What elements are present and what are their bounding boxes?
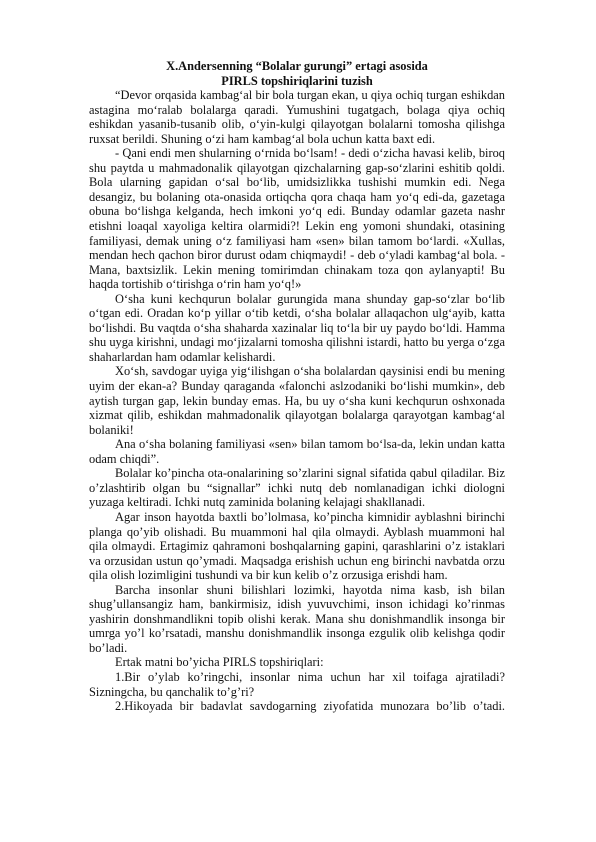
- paragraph-8: Barcha insonlar shuni bilishlari lozimki, hayotda nima kasb, ish bilan shug’ullansangiz ham, bankirmisiz, idish yuvuvchimi, inson ichidagi ko’rinmas yashirin donshmandlikni topib olishi kerak. Mana shu donishmandlik insonga bir umrga yo’l ko’rsatadi, manshu donishmandlik insonga ezgulik olib kelishga qodir bo’ladi.: [89, 582, 505, 655]
- paragraph-4: Xo‘sh, savdogar uyiga yig‘ilishgan o‘sha bolalardan qaysinisi endi bu mening uyim der ekan-a? Bunday qaraganda «falonchi aslzodaniki bo‘lishi mumkin», deb aytish turgan gap, lekin bunday emas. Ha, bu uy o‘sha kuni kechqurun oshxonada xizmat qilib, eshikdan mahmadonalik qilayotgan bolalarga qarayotgan kambag‘al bolaniki!: [89, 364, 505, 437]
- document-body: [89, 59, 505, 714]
- document-title: X.Andersenning “Bolalar gurungi” ertagi asosida: [166, 59, 428, 73]
- paragraph-5: Ana o‘sha bolaning familiyasi «sen» bilan tamom bo‘lsa-da, lekin undan katta odam chiqdi”.: [89, 437, 505, 466]
- paragraph-6: Bolalar ko’pincha ota-onalarining so’zlarini signal sifatida qabul qiladilar. Biz o’zlashtirib olgan bu “signallar” ichki nutq deb nomlanadigan ichki diologni yuzaga keltiradi. Ichki nutq zaminida bolaning kelajagi shakllanadi.: [89, 466, 505, 510]
- tasks-heading: Ertak matni bo’yicha PIRLS topshiriqlari:: [115, 655, 324, 670]
- task-1: 1.Bir o’ylab ko’ringchi, insonlar nima uchun har xil toifaga ajratiladi? Sizningcha, bu qanchalik to’g’ri?: [89, 669, 505, 699]
- paragraph-1: “Devor orqasida kambag‘al bir bola turgan ekan, u qiya ochiq turgan eshikdan astagina mo‘ralab bolalarga qaradi. Yumushini tugatgach, bolaga qiya ochiq eshikdan yasanib-tusanib olib, o‘yin-kulgi qilayotgan bolalarni tomosha qilishga ruxsat berildi. Shuning o‘zi ham kambag‘al bola uchun katta baxt edi.: [89, 88, 505, 146]
- document-subtitle: PIRLS topshiriqlarini tuzish: [221, 73, 373, 88]
- paragraph-7: Agar inson hayotda baxtli bo’lolmasa, ko’pincha kimnidir ayblashni birinchi planga qo’yib olishadi. Bu muammoni hal qila olmaydi. Ayblash muammoni hal qila olmaydi. Ertagimiz qahramoni boshqalarning gapini, qarashlarini o’z istaklari va orzusidan ustun qo’ymadi. Maqsadga erishish uchun eng birinchi navbatda orzu qila olish lozimligini tushundi va bir kun kelib o’z orzusiga erishdi ham.: [89, 509, 505, 583]
- paragraph-2: - Qani endi men shularning o‘rnida bo‘lsam! - dedi o‘zicha havasi kelib, biroq shu paytda u mahmadonalik qilayotgan qizchalarning gap-so‘zlarini eshitib qoldi. Bola ularning gapidan o‘sal bo‘lib, umidsizlikka tushishi mumkin edi. Nega desangiz, bu bolaning ota-onasida ortiqcha qora chaqa ham yo‘q edi-da, gazetaga obuna bo‘lishga kelganda, hech imkoni yo‘q edi. Bunday odamlar gazeta nashr etishni loaqal xayoliga keltira olarmidi?! Lekin eng yomoni shundaki, otasining familiyasi, demak uning o‘z familiyasi ham «sen» bilan tamom bo‘lardi. «Xullas, mendan hech qachon biror durust odam chiqmaydi! - deb o‘yladi kambag‘al bola. - Mana, baxtsizlik. Lekin mening tomirimdan chinakam toza qon aylanyapti! Bu haqda tortishib o‘tirishga o‘rin ham yo‘q!»: [89, 146, 505, 292]
- paragraph-3: O‘sha kuni kechqurun bolalar gurungida mana shunday gap-so‘zlar bo‘lib o‘tgan edi. Oradan ko‘p yillar o‘tib ketdi, o‘sha bolalar allaqachon ulg‘ayib, katta bo‘lishdi. Bu vaqtda o‘sha shaharda xazinalar liq to‘la bir uy paydo bo‘ldi. Hamma shu uyga kirishni, undagi mo‘jizalarni tomosha qilishni istardi, hatto bu yerga o‘zga shaharlardan ham odamlar kelishardi.: [89, 291, 505, 364]
- task-2: 2.Hikoyada bir badavlat savdogarning ziyofatida munozara bo’lib o’tadi.: [115, 699, 505, 714]
